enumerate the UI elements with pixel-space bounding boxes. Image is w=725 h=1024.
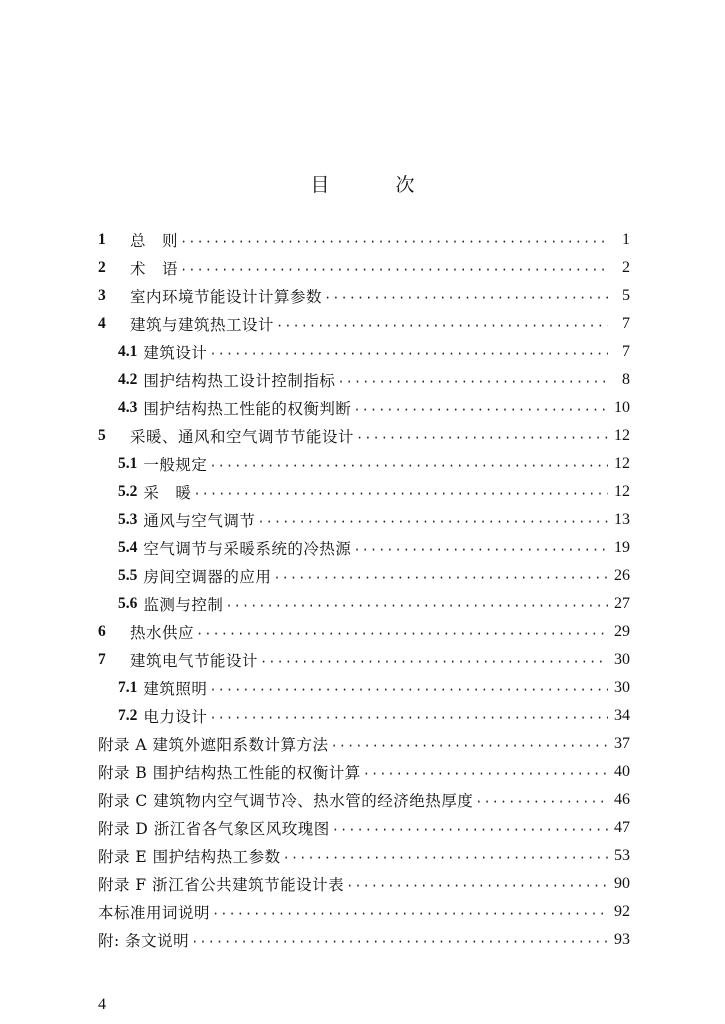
dot-leader	[209, 347, 608, 361]
dot-leader	[356, 431, 608, 445]
toc-entry-page: 26	[614, 567, 630, 584]
toc-entry[interactable]	[98, 702, 630, 730]
dot-leader	[283, 851, 608, 865]
toc-entry-label: 热水供应	[130, 624, 195, 642]
dot-leader	[209, 683, 608, 697]
toc-entry[interactable]	[98, 282, 630, 310]
toc-entry-page: 5	[622, 287, 630, 304]
toc-entry-number: 5.6	[118, 595, 138, 612]
toc-entry[interactable]	[98, 226, 630, 254]
toc-entry[interactable]	[98, 646, 630, 674]
toc-entry-label: 空气调节与采暖系统的冷热源	[143, 540, 352, 558]
toc-entry-number: 2	[98, 259, 106, 276]
toc-entry-label: 采 暖	[143, 484, 192, 502]
toc-entry-label: 本标准用词说明	[98, 904, 211, 922]
toc-entry-label: 附录 F 浙江省公共建筑节能设计表	[98, 876, 345, 894]
toc-entry[interactable]	[98, 870, 630, 898]
toc-entry-label: 围护结构热工性能的权衡判断	[143, 400, 352, 418]
toc-entry[interactable]	[98, 590, 630, 618]
toc-entry[interactable]	[98, 422, 630, 450]
toc-entry-label: 围护结构热工设计控制指标	[143, 372, 336, 390]
toc-entry-page: 30	[614, 651, 630, 668]
toc-entry-label: 附录 A 建筑外遮阳系数计算方法	[98, 736, 329, 754]
toc-entry-number: 1	[98, 231, 106, 248]
dot-leader	[191, 935, 608, 949]
toc-entry[interactable]	[98, 450, 630, 478]
toc-entry-page: 12	[614, 483, 630, 500]
toc-entry-number: 5.5	[118, 567, 138, 584]
dot-leader	[225, 599, 608, 613]
toc-entry[interactable]	[98, 898, 630, 926]
toc-entry-page: 30	[614, 679, 630, 696]
toc-entry-label: 附录 B 围护结构热工性能的权衡计算	[98, 764, 361, 782]
toc-entry-number: 5.1	[118, 455, 138, 472]
toc-entry-page: 1	[622, 231, 630, 248]
toc-entry-page: 40	[614, 763, 630, 780]
toc-entry-label: 总 则	[130, 232, 179, 250]
toc-entry-number: 7.1	[118, 679, 138, 696]
dot-leader	[337, 375, 608, 389]
toc-entry-page: 46	[614, 791, 630, 808]
toc-entry-label: 室内环境节能设计计算参数	[130, 288, 323, 306]
toc-entry-page: 7	[622, 343, 630, 360]
dot-leader	[363, 767, 608, 781]
toc-entry[interactable]	[98, 366, 630, 394]
toc-entry-number: 6	[98, 623, 106, 640]
toc-entry-page: 12	[614, 455, 630, 472]
toc-entry[interactable]	[98, 534, 630, 562]
toc-entry[interactable]	[98, 674, 630, 702]
dot-leader	[196, 627, 608, 641]
toc-entry[interactable]	[98, 786, 630, 814]
toc-entry-page: 92	[614, 903, 630, 920]
toc-entry-page: 29	[614, 623, 630, 640]
toc-entry-page: 2	[622, 259, 630, 276]
toc-entry-label: 附录 C 建筑物内空气调节冷、热水管的经济绝热厚度	[98, 792, 474, 810]
dot-leader	[331, 739, 608, 753]
toc-entry-label: 附录 E 围护结构热工参数	[98, 848, 281, 866]
toc-entry-label: 电力设计	[143, 708, 208, 726]
toc-entry-page: 10	[614, 399, 630, 416]
toc-entry-page: 37	[614, 735, 630, 752]
toc-entry-number: 4	[98, 315, 106, 332]
dot-leader	[260, 655, 608, 669]
toc-entry-label: 建筑电气节能设计	[130, 652, 259, 670]
toc-entry[interactable]	[98, 842, 630, 870]
toc-entry-number: 5	[98, 427, 106, 444]
toc-entry-page: 53	[614, 847, 630, 864]
dot-leader	[257, 515, 608, 529]
dot-leader	[273, 571, 608, 585]
dot-leader	[209, 459, 608, 473]
dot-leader	[332, 823, 608, 837]
toc-entry-label: 采暖、通风和空气调节节能设计	[130, 428, 355, 446]
toc-entry-number: 5.4	[118, 539, 138, 556]
toc-entry-number: 7	[98, 651, 106, 668]
toc-entry-label: 术 语	[130, 260, 179, 278]
toc-entry-number: 5.2	[118, 483, 138, 500]
dot-leader	[276, 319, 608, 333]
dot-leader	[209, 711, 608, 725]
toc-entry-number: 3	[98, 287, 106, 304]
dot-leader	[353, 403, 608, 417]
toc-entry[interactable]	[98, 562, 630, 590]
toc-entry-label: 房间空调器的应用	[143, 568, 272, 586]
toc-entry-page: 47	[614, 819, 630, 836]
toc-entry[interactable]	[98, 254, 630, 282]
toc-entry[interactable]	[98, 310, 630, 338]
toc-entry-page: 7	[622, 315, 630, 332]
toc-entry-label: 建筑照明	[143, 680, 208, 698]
toc-entry-label: 附录 D 浙江省各气象区风玫瑰图	[98, 820, 330, 838]
toc-entry[interactable]	[98, 618, 630, 646]
toc-entry-page: 13	[614, 511, 630, 528]
toc-entry-page: 34	[614, 707, 630, 724]
toc-entry-page: 93	[614, 931, 630, 948]
dot-leader	[193, 487, 608, 501]
toc-entry-number: 4.1	[118, 343, 138, 360]
toc-entry[interactable]	[98, 730, 630, 758]
toc-entry-page: 8	[622, 371, 630, 388]
toc-entry-label: 附: 条文说明	[98, 932, 190, 950]
dot-leader	[353, 543, 608, 557]
toc-entry-label: 监测与控制	[143, 596, 224, 614]
toc-entry[interactable]	[98, 814, 630, 842]
toc-entry-label: 一般规定	[143, 456, 208, 474]
table-of-contents	[98, 226, 630, 954]
dot-leader	[212, 907, 608, 921]
toc-entry[interactable]	[98, 338, 630, 366]
toc-entry-number: 5.3	[118, 511, 138, 528]
dot-leader	[180, 263, 608, 277]
toc-entry[interactable]	[98, 478, 630, 506]
toc-entry[interactable]	[98, 758, 630, 786]
page-number: 4	[98, 996, 106, 1013]
toc-title: 目 次	[310, 174, 445, 196]
toc-entry-page: 27	[614, 595, 630, 612]
toc-entry-number: 7.2	[118, 707, 138, 724]
toc-entry[interactable]	[98, 394, 630, 422]
dot-leader	[180, 235, 608, 249]
toc-entry-label: 通风与空气调节	[143, 512, 256, 530]
toc-entry[interactable]	[98, 926, 630, 954]
toc-entry[interactable]	[98, 506, 630, 534]
dot-leader	[475, 795, 608, 809]
toc-entry-label: 建筑设计	[143, 344, 208, 362]
toc-entry-page: 90	[614, 875, 630, 892]
toc-entry-number: 4.3	[118, 399, 138, 416]
toc-entry-page: 19	[614, 539, 630, 556]
toc-entry-label: 建筑与建筑热工设计	[130, 316, 275, 334]
toc-entry-number: 4.2	[118, 371, 138, 388]
dot-leader	[324, 291, 608, 305]
dot-leader	[346, 879, 608, 893]
toc-entry-page: 12	[614, 427, 630, 444]
